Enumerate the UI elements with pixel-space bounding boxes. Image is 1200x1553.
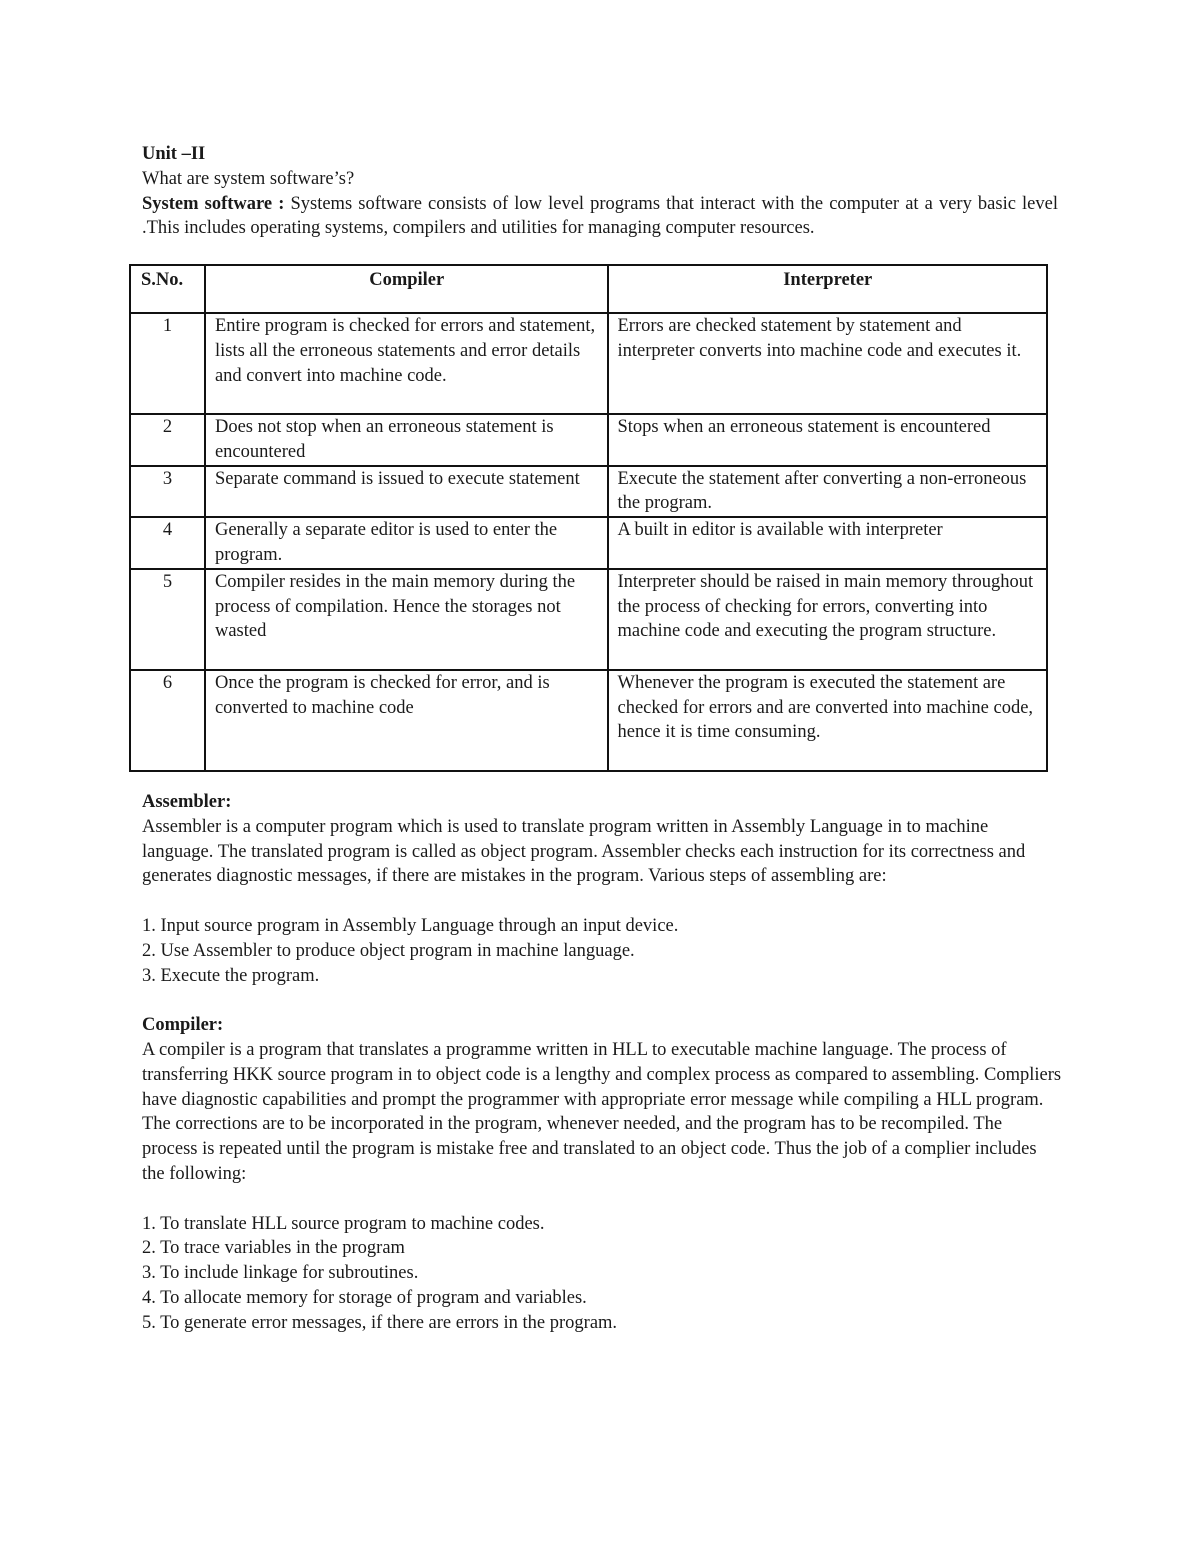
compiler-cell: Entire program is checked for errors and statement, lists all the erroneous statements and error details and convert into machine code.	[205, 313, 608, 414]
compiler-cell: Separate command is issued to execute statement	[205, 466, 608, 518]
table-row	[130, 517, 1047, 569]
interpreter-cell: Interpreter should be raised in main memory throughout the process of checking for errors, converting into machine code and executing the program structure.	[608, 569, 1048, 670]
interpreter-cell: Stops when an erroneous statement is encountered	[608, 414, 1048, 466]
system-software-question: What are system software’s?	[142, 168, 355, 189]
compiler-paragraph: A compiler is a program that translates a programme written in HLL to executable machine language. The process of transferring HKK source program in to object code is a lengthy and complex process as compared to assembling. Compliers have diagnostic capabilities and prompt the programmer with appropriate error message while compiling a HLL program. The corrections are to be incorporated in the program, whenever needed, and the program has to be recompiled. The process is repeated until the program is mistake free and translated to an object code. Thus the job of a complier includes the following:	[142, 1039, 1062, 1184]
compiler-heading: Compiler:	[142, 1015, 224, 1036]
row-number: 2	[130, 414, 205, 466]
table-header-row	[130, 265, 1047, 313]
list-item: 3. To include linkage for subroutines.	[142, 1263, 419, 1284]
table-row	[130, 670, 1047, 771]
compiler-jobs-list	[142, 1212, 1062, 1336]
interpreter-cell: Execute the statement after converting a non-erroneous the program.	[608, 466, 1048, 518]
assembler-heading: Assembler:	[142, 792, 232, 812]
intro-section	[142, 142, 1058, 241]
list-item: 4. To allocate memory for storage of program and variables.	[142, 1287, 587, 1308]
row-number: 3	[130, 466, 205, 518]
row-number: 5	[130, 569, 205, 670]
row-number: 4	[130, 517, 205, 569]
table-row	[130, 466, 1047, 518]
definition-text: Systems software consists of low level programs that interact with the computer at a very basic level .This includes operating systems, compilers and utilities for managing computer resources.	[142, 193, 1058, 239]
compiler-cell: Generally a separate editor is used to enter the program.	[205, 517, 608, 569]
list-item: 1. To translate HLL source program to machine codes.	[142, 1213, 545, 1234]
compiler-cell: Once the program is checked for error, and is converted to machine code	[205, 670, 608, 771]
row-number: 6	[130, 670, 205, 771]
interpreter-cell: A built in editor is available with interpreter	[608, 517, 1048, 569]
header-interpreter: Interpreter	[608, 265, 1048, 313]
table-row	[130, 313, 1047, 414]
list-item: 1. Input source program in Assembly Language through an input device.	[142, 915, 679, 936]
list-item: 2. Use Assembler to produce object program in machine language.	[142, 940, 635, 961]
assembler-steps-list	[142, 914, 1062, 988]
compiler-cell: Does not stop when an erroneous statement is encountered	[205, 414, 608, 466]
row-number: 1	[130, 313, 205, 414]
interpreter-cell: Whenever the program is executed the statement are checked for errors and are converted into machine code, hence it is time consuming.	[608, 670, 1048, 771]
compiler-cell: Compiler resides in the main memory during the process of compilation. Hence the storages not wasted	[205, 569, 608, 670]
interpreter-cell: Errors are checked statement by statement and interpreter converts into machine code and executes it.	[608, 313, 1048, 414]
list-item: 3. Execute the program.	[142, 965, 320, 986]
unit-title: Unit –II	[142, 144, 206, 164]
table-row	[130, 414, 1047, 466]
compiler-interpreter-table	[129, 264, 1048, 772]
system-software-definition	[142, 192, 1058, 242]
list-item: 2. To trace variables in the program	[142, 1238, 405, 1259]
assembler-paragraph: Assembler is a computer program which is used to translate program written in Assembly Language in to machine language. The translated program is called as object program. Assembler checks each instruction for its correctness and generates diagnostic messages, if there are mistakes in the program. Various steps of assembling are:	[142, 816, 1026, 887]
definitions-section	[142, 790, 1062, 1336]
definition-label: System software :	[142, 193, 285, 214]
table-row	[130, 569, 1047, 670]
header-compiler: Compiler	[205, 265, 608, 313]
list-item: 5. To generate error messages, if there are errors in the program.	[142, 1312, 618, 1333]
header-sno: S.No.	[130, 265, 205, 313]
